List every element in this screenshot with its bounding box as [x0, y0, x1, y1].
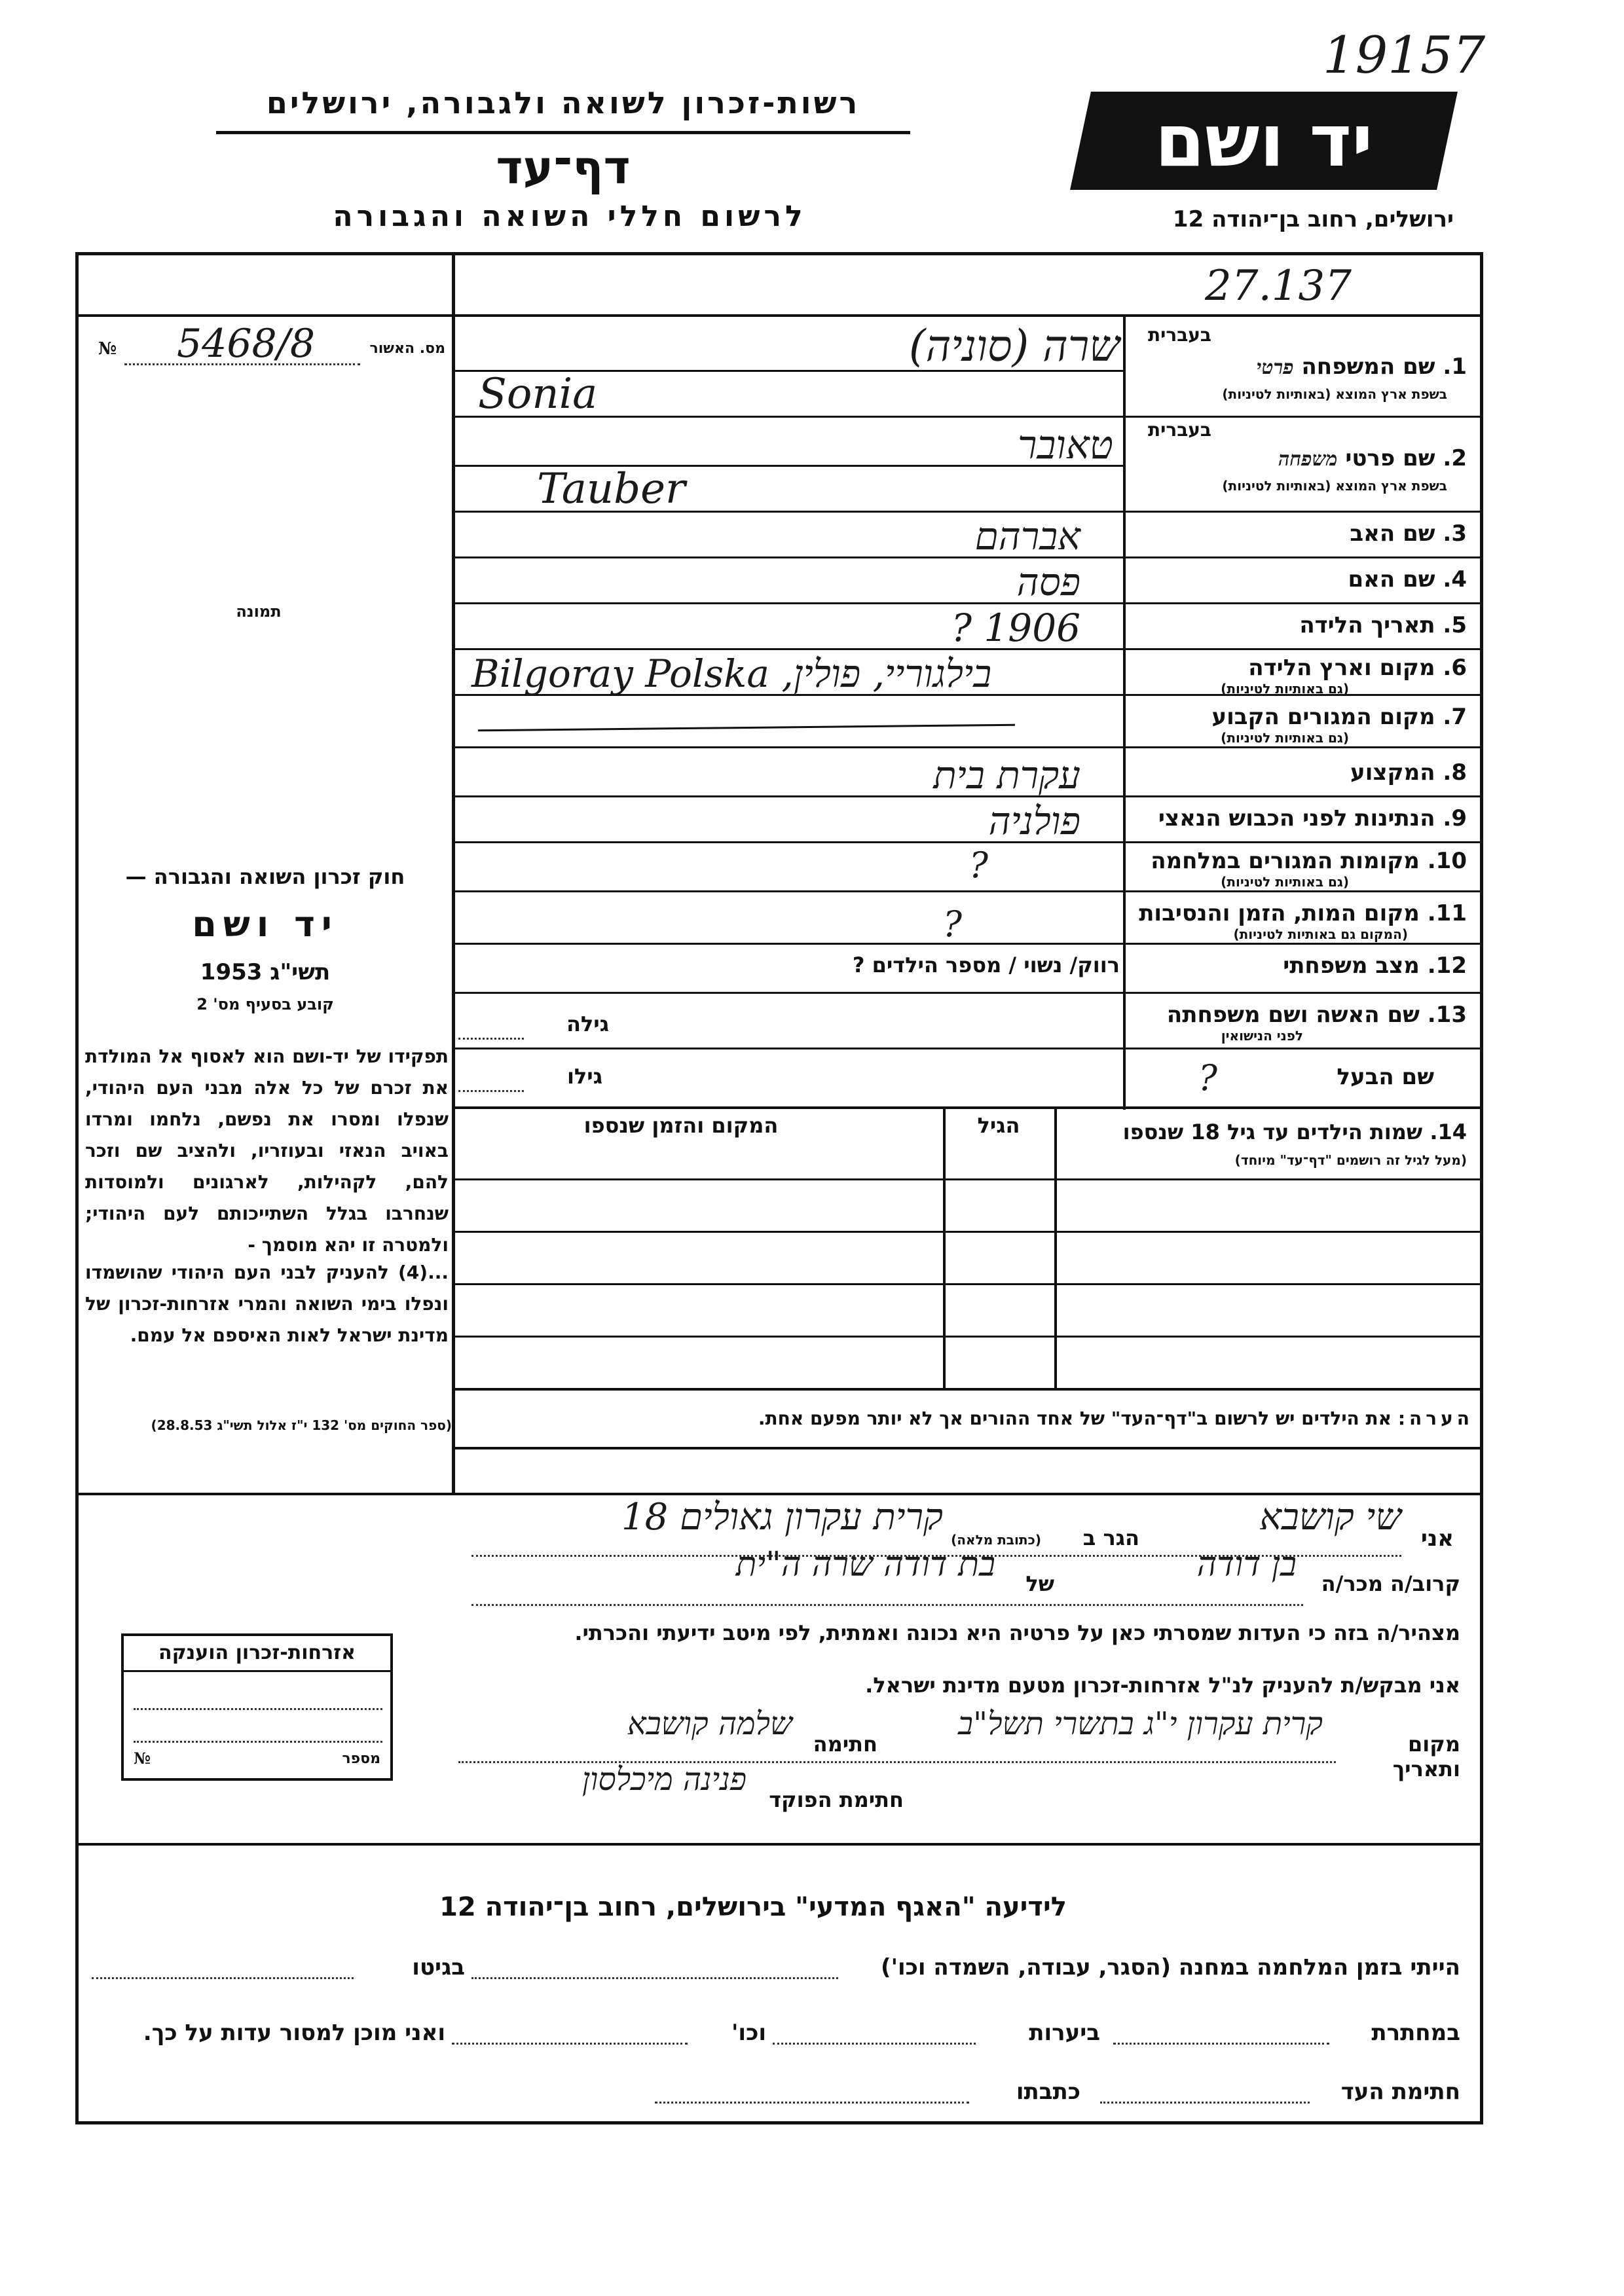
field-12-value: רווק/ נשוי / מספר הילדים ? — [852, 953, 1120, 977]
field-2-sub-heb: בעברית — [1147, 419, 1211, 441]
citizenship-box — [121, 1633, 393, 1781]
field-4-value: פסה — [1016, 560, 1080, 604]
photo-label: תמונה — [236, 602, 282, 621]
row-line — [452, 943, 1483, 945]
labels-divider — [1123, 314, 1126, 1110]
decl-line4: אני מבקש/ת להעניק לנ"ל אזרחות-זכרון מטעם מדינת ישראל. — [865, 1673, 1460, 1698]
record-number: 27.137 — [1205, 262, 1352, 310]
decl-line1-address: קרית עקרון גאולים 18 — [621, 1496, 943, 1539]
row-line — [452, 746, 1483, 748]
form-title: דף־עד — [496, 141, 631, 194]
field-9-value: פולניה — [988, 799, 1080, 843]
footer-divider — [75, 1843, 1483, 1846]
footer-line2-dots-a — [1113, 2043, 1329, 2045]
citizenship-dots-1 — [134, 1708, 382, 1710]
org-underline — [216, 131, 910, 134]
field-2-value-lat: Tauber — [537, 465, 686, 513]
field-2-correction: משפחה — [1278, 448, 1338, 471]
field-3-value: אברהם — [974, 514, 1080, 558]
citizenship-dots-2 — [134, 1741, 382, 1743]
approval-no-sign: № — [98, 339, 117, 359]
field-6-value: Bilgoray Polska ,בילגוריי, פולין — [471, 651, 992, 696]
footer-line1-dots-b — [92, 1977, 354, 1979]
field-1-title: שם המשפחה — [1301, 354, 1435, 380]
footer-line2-a: במחתרת — [1371, 2020, 1460, 2046]
law-source: (ספר החוקים מס' 132 י"ז אלול תשי"ג 28.8.53) — [151, 1417, 452, 1433]
citizenship-number-label: מספר — [342, 1751, 380, 1767]
law-clause: קובע בסעיף מס' 2 — [196, 995, 334, 1013]
citizenship-number-sign: № — [134, 1749, 151, 1768]
row-line — [452, 416, 1483, 418]
row-line — [452, 1106, 1483, 1109]
field-2-label — [1133, 445, 1467, 471]
decl-line1-mid: הגר ב — [1082, 1525, 1139, 1550]
row-line — [452, 1283, 1483, 1285]
field-11-label: 11. מקום המות, הזמן והנסיבות — [1139, 900, 1467, 926]
place-date-label: מקום ותאריך — [1392, 1732, 1460, 1781]
yad-vashem-logo: יד ושם — [1070, 92, 1458, 190]
signature-label: חתימה — [813, 1732, 877, 1757]
col-line — [1054, 1106, 1057, 1388]
footer-line3-dots-a — [1100, 2102, 1310, 2104]
citizenship-title: אזרחות-זכרון הוענקה — [158, 1641, 356, 1664]
left-column-divider — [452, 252, 455, 1493]
approval-label: מס. האשור — [369, 340, 445, 357]
decl-line2-of: בת דודה שרה ה"ית — [735, 1545, 995, 1584]
field-1-value-heb: שרה (סוניה) — [908, 321, 1120, 371]
footer-line2-dots-b — [773, 2043, 976, 2045]
field-12-label: 12. מצב משפחתי — [1283, 953, 1467, 979]
top-strip-divider — [75, 314, 1483, 317]
footer-line2-dots-c — [452, 2043, 688, 2045]
row-line — [452, 1231, 1483, 1233]
field-10-value: ? — [969, 845, 988, 886]
decl-line2-mid: של — [1025, 1571, 1054, 1596]
approval-dots — [124, 363, 360, 365]
field-5-label: 5. תאריך הלידה — [1299, 612, 1467, 638]
field-1-value-lat: Sonia — [478, 370, 598, 418]
husband-label: שם הבעל — [1337, 1064, 1434, 1090]
law-name: יד ושם — [192, 903, 339, 945]
field-7-sub: (גם באותיות לטיניות) — [1221, 730, 1349, 746]
note-label: הערה: — [1397, 1408, 1473, 1429]
note-text: את הילדים יש לרשום ב"דף־העד" של אחד ההורים אך לא יותר מפעם אחת. — [758, 1408, 1392, 1429]
field-2-value-heb: טאובר — [1018, 422, 1113, 468]
field-6-label: 6. מקום וארץ הלידה — [1248, 655, 1467, 681]
footer-title: לידיעה "האגף המדעי" בירושלים, רחוב בן־יהודה 12 — [439, 1892, 1067, 1922]
children-place-header: המקום והזמן שנספו — [583, 1113, 779, 1138]
children-label: 14. שמות הילדים עד גיל 18 שנספו — [1122, 1120, 1467, 1144]
signature-value: שלמה קושבא — [627, 1705, 792, 1742]
field-1-sub-heb: בעברית — [1147, 324, 1211, 346]
clerk-label: חתימת הפוקד — [769, 1787, 904, 1812]
decl-line3: מצהיר/ה בזה כי העדות שמסרתי כאן על פרטיה היא נכונה ואמתית, לפי מיטב ידיעתי והכרתי. — [574, 1620, 1460, 1645]
row-line — [452, 1178, 1483, 1180]
field-2-sub-lat: בשפת ארץ המוצא (באותיות לטיניות) — [1222, 478, 1447, 494]
field-13-sub: לפני הנישואין — [1221, 1028, 1303, 1044]
field-6-sub: (גם באותיות לטיניות) — [1221, 681, 1349, 697]
children-sub: (מעל לגיל זה רושמים "דף־עד" מיוחד) — [1234, 1152, 1467, 1168]
decl-line1-name: שי קושבא — [1259, 1496, 1401, 1539]
footer-line2-d: ואני מוכן למסור עדות על כך. — [143, 2020, 445, 2046]
row-line — [452, 1048, 1483, 1049]
field-1-label — [1133, 354, 1467, 380]
row-line — [452, 1336, 1483, 1338]
field-2-title: שם פרטי — [1345, 445, 1435, 471]
footer-line3-a: חתימת העד — [1340, 2079, 1460, 2105]
husband-value: ? — [1198, 1057, 1217, 1099]
row-line — [452, 1388, 1483, 1391]
field-8-value: עקרת בית — [933, 753, 1080, 797]
form-subtitle: לרשום חללי השואה והגבורה — [333, 200, 807, 233]
approval-row — [98, 321, 445, 367]
address: ירושלים, רחוב בן־יהודה 12 — [1172, 206, 1454, 232]
citizenship-title-line — [124, 1670, 390, 1672]
note-line — [452, 1447, 1483, 1449]
law-year: תשי"ג 1953 — [200, 959, 331, 985]
footer-line2-c: וכו' — [731, 2020, 766, 2046]
field-13-age-dots — [458, 1038, 524, 1040]
section-divider — [75, 1493, 1483, 1495]
field-4-label: 4. שם האם — [1348, 566, 1467, 592]
field-7-label: 7. מקום המגורים הקבוע — [1211, 704, 1467, 730]
clerk-value: פנינה מיכלסון — [581, 1761, 747, 1798]
field-9-label: 9. הנתינות לפני הכבוש הנאצי — [1158, 805, 1467, 831]
field-10-sub: (גם באותיות לטיניות) — [1221, 874, 1349, 890]
footer-line1-b: בגיטו — [412, 1954, 465, 1980]
field-3-label: 3. שם האב — [1350, 520, 1467, 547]
footer-line2-b: ביערות — [1029, 2020, 1100, 2046]
field-8-label: 8. המקצוע — [1350, 759, 1467, 786]
field-5-value: 1906 ? — [951, 606, 1080, 650]
row-line — [452, 890, 1483, 892]
husband-age-dots — [458, 1090, 524, 1092]
children-age-header: הגיל — [977, 1113, 1020, 1138]
footer-line3-b: כתבתו — [1016, 2079, 1080, 2105]
footer-line3-dots-b — [655, 2102, 969, 2104]
page-number: 19157 — [1323, 26, 1486, 85]
footer-line1-dots-a — [471, 1977, 838, 1979]
field-1-correction: פרטי — [1256, 356, 1294, 379]
row-line — [452, 992, 1483, 994]
org-line: רשות-זכרון לשואה ולגבורה, ירושלים — [266, 85, 860, 120]
decl-line2-dots — [471, 1604, 1303, 1606]
note — [458, 1408, 1473, 1429]
law-title: חוק זכרון השואה והגבורה — — [125, 864, 405, 889]
husband-age-label: גילו — [566, 1064, 602, 1089]
field-2-num: 2. — [1443, 445, 1467, 471]
field-1-sub-lat: בשפת ארץ המוצא (באותיות לטיניות) — [1222, 386, 1447, 402]
field-13-label: 13. שם האשה ושם משפחתה — [1166, 1002, 1467, 1028]
field-11-sub: (המקום גם באותיות לטיניות) — [1233, 926, 1408, 942]
footer-line1-a: הייתי בזמן המלחמה במחנה (הסגר, עבודה, השמדה וכו') — [881, 1954, 1460, 1980]
col-line — [943, 1106, 946, 1388]
place-date-value: קרית עקרון י"ג בתשרי תשל"ב — [957, 1705, 1323, 1742]
law-text-1: תפקידו של יד-ושם הוא לאסוף אל המולדת את זכרם של כל אלה מבני העם היהודי, שנפלו ומסרו את נפשם, נלחמו ומרדו באויב הנאזי ובעוזריו, ולהציב שם וזכר להם, לקהילות, לארגונים ולמוסדות שנחרבו בגלל השתייכותם לעם היהודי; ולמטרה זו יהא מוסמך - — [85, 1046, 449, 1256]
field-1-num: 1. — [1443, 354, 1467, 380]
field-10-label: 10. מקומות המגורים במלחמה — [1151, 848, 1467, 874]
field-13-age-label: גילה — [566, 1011, 609, 1036]
decl-line1-sub: (כתובת מלאה) — [951, 1532, 1041, 1548]
approval-value: 5468/8 — [177, 321, 316, 367]
law-text-2: ...(4) להעניק לבני העם היהודי שהושמדו ונפלו בימי השואה והמרי אזרחות-זכרון של מדינת ישראל לאות האיספם אל עמם. — [85, 1262, 449, 1346]
field-11-value: ? — [943, 903, 962, 945]
decl-line1-prefix: אני — [1420, 1525, 1454, 1552]
decl-line2-relation: בן דודה — [1196, 1545, 1297, 1584]
decl-line2-prefix: קרוב/ה מכר/ה — [1321, 1571, 1460, 1596]
